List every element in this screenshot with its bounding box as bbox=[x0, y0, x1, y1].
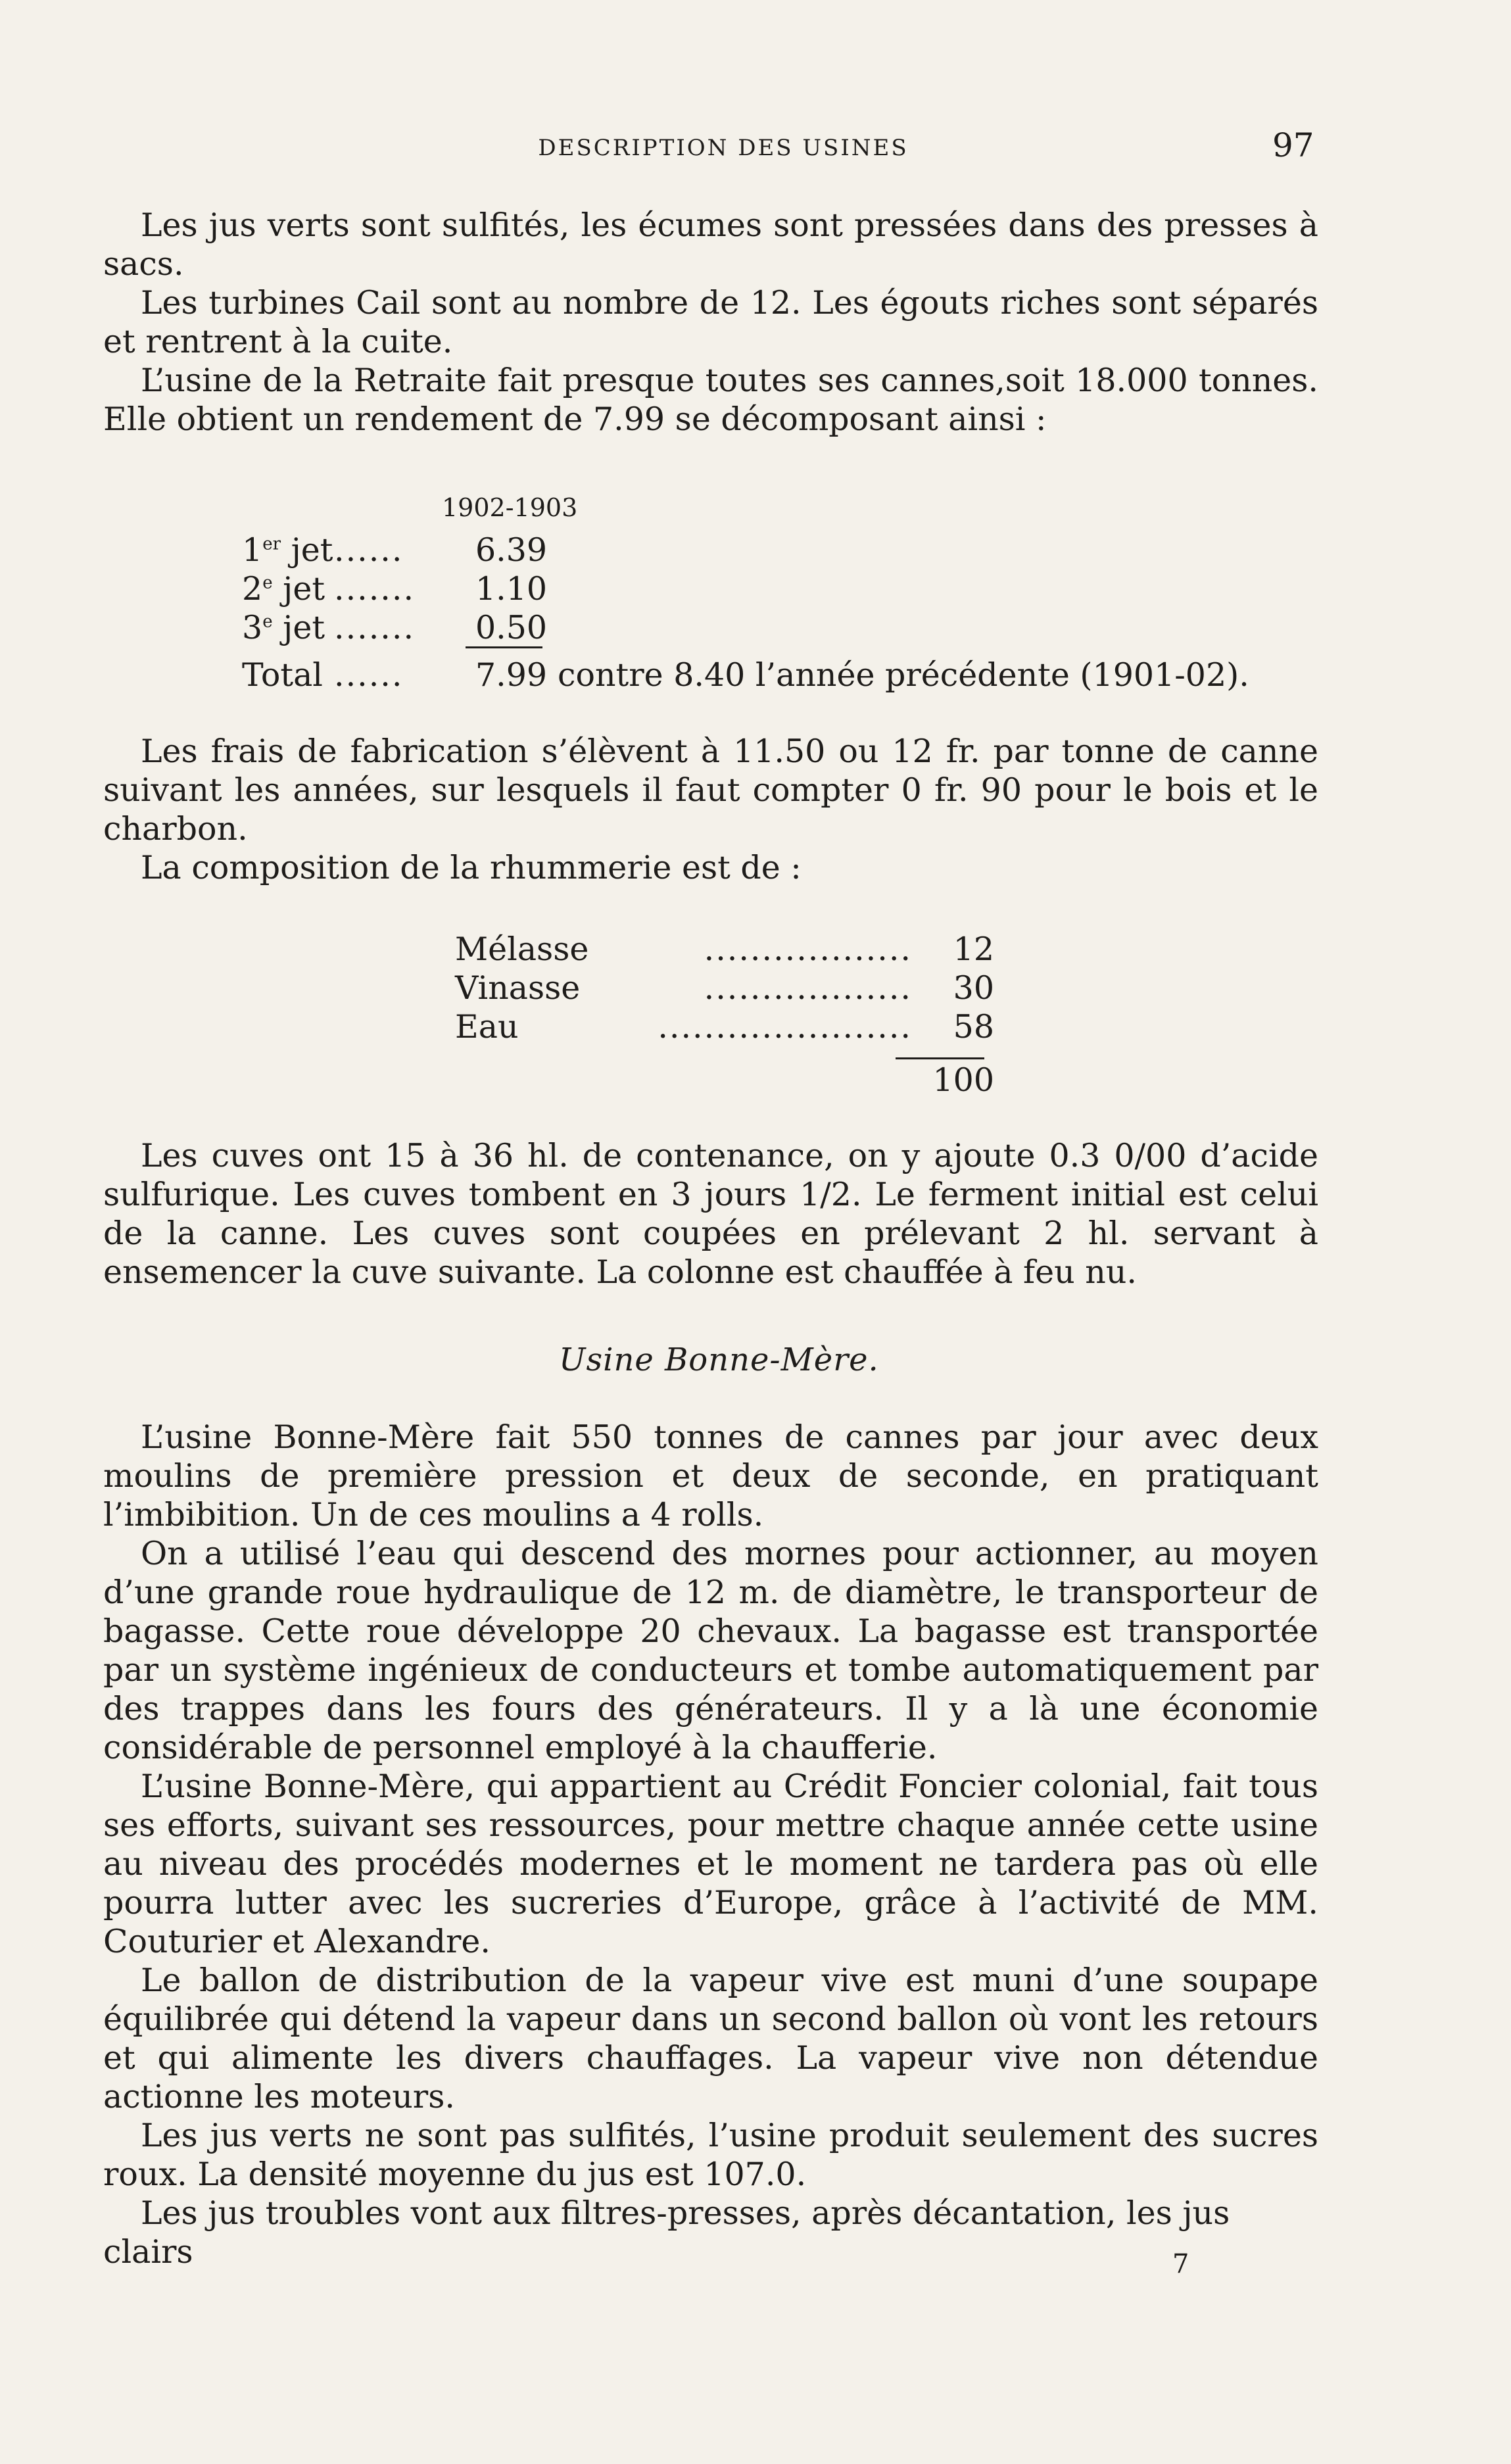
running-head: DESCRIPTION DES USINES bbox=[538, 135, 909, 161]
composition-label: Eau bbox=[455, 1008, 519, 1046]
composition-total: 100 bbox=[932, 1061, 994, 1099]
sum-rule bbox=[896, 1057, 984, 1059]
composition-value: 12 bbox=[953, 930, 994, 968]
yield-row-label: 3e jet bbox=[242, 609, 325, 646]
yield-total-label: Total bbox=[242, 656, 323, 694]
leader-dots: ....... bbox=[334, 570, 416, 608]
section-title: Usine Bonne-Mère. bbox=[559, 1341, 879, 1378]
paragraph: Les frais de fabrication s’élèvent à 11.50 ou 12 fr. par tonne de canne suivant les années, sur lesquels il faut compter 0 fr. 90 pour le bois et le charbon. bbox=[103, 733, 1318, 848]
yield-row-label: 1er jet bbox=[242, 531, 333, 569]
composition-label: Vinasse bbox=[455, 969, 581, 1007]
composition-row bbox=[455, 1008, 994, 1047]
yield-total-value: 7.99 bbox=[475, 656, 548, 694]
page-number: 97 bbox=[1272, 126, 1314, 164]
leader-dots: ...................... bbox=[658, 1008, 912, 1046]
yield-row-value: 0.50 bbox=[475, 609, 548, 646]
paragraph: L’usine de la Retraite fait presque toutes ses cannes,soit 18.000 tonnes. Elle obtient un rendement de 7.99 se décomposant ainsi : bbox=[103, 362, 1318, 438]
composition-value: 58 bbox=[953, 1008, 994, 1046]
composition-row bbox=[455, 930, 994, 969]
composition-label: Mélasse bbox=[455, 930, 589, 968]
leader-dots: .................. bbox=[704, 930, 912, 968]
yield-row bbox=[242, 531, 1294, 570]
composition-value: 30 bbox=[953, 969, 994, 1007]
yield-row-value: 1.10 bbox=[475, 570, 548, 608]
sum-rule bbox=[466, 646, 542, 648]
paragraph: La composition de la rhummerie est de : bbox=[141, 849, 802, 886]
signature-mark: 7 bbox=[1172, 2249, 1189, 2279]
paragraph: Le ballon de distribution de la vapeur vive est muni d’une soupape équilibrée qui détend la vapeur dans un second ballon où vont les retours et qui alimente les divers chauffages. La vapeur vive non détendue actionne les moteurs. bbox=[103, 1962, 1318, 2115]
paragraph: Les cuves ont 15 à 36 hl. de contenance, on y ajoute 0.3 0/00 d’acide sulfurique. Les cuves tombent en 3 jours 1/2. Le ferment initial est celui de la canne. Les cuves sont coupées en prélevant 2 hl. servant à ensemencer la cuve suivante. La colonne est chauffée à feu nu. bbox=[103, 1137, 1318, 1291]
paragraph: L’usine Bonne-Mère fait 550 tonnes de cannes par jour avec deux moulins de première pression et deux de seconde, en pratiquant l’imbibition. Un de ces moulins a 4 rolls. bbox=[103, 1418, 1318, 1534]
leader-dots: .................. bbox=[704, 969, 912, 1007]
leader-dots: ....... bbox=[334, 609, 416, 646]
yield-row bbox=[242, 609, 1294, 648]
yield-table-year: 1902-1903 bbox=[442, 493, 578, 522]
paragraph: Les jus verts sont sulfités, les écumes sont pressées dans des presses à sacs. bbox=[103, 206, 1318, 283]
paragraph: L’usine Bonne-Mère, qui appartient au Crédit Foncier colonial, fait tous ses efforts, suivant ses ressources, pour mettre chaque année cette usine au niveau des procédés modernes et le moment ne tardera pas où elle pourra lutter avec les sucreries d’Europe, grâce à l’activité de MM. Couturier et Alexandre. bbox=[103, 1768, 1318, 1960]
yield-total-note: contre 8.40 l’année précédente (1901-02). bbox=[558, 656, 1249, 694]
yield-row-value: 6.39 bbox=[475, 531, 548, 569]
leader-dots: ...... bbox=[334, 531, 404, 569]
yield-row-label: 2e jet bbox=[242, 570, 325, 608]
yield-total-row bbox=[242, 656, 1294, 695]
paragraph: Les jus troubles vont aux filtres-presses, après décantation, les jus clairs bbox=[103, 2194, 1230, 2271]
leader-dots: ...... bbox=[334, 656, 404, 694]
composition-total-row bbox=[455, 1061, 994, 1100]
yield-row bbox=[242, 570, 1294, 609]
paragraph: Les turbines Cail sont au nombre de 12. Les égouts riches sont séparés et rentrent à la cuite. bbox=[103, 284, 1318, 360]
paragraph: Les jus verts ne sont pas sulfités, l’usine produit seulement des sucres roux. La densité moyenne du jus est 107.0. bbox=[103, 2117, 1318, 2193]
paragraph: On a utilisé l’eau qui descend des mornes pour actionner, au moyen d’une grande roue hydraulique de 12 m. de diamètre, le transporteur de bagasse. Cette roue développe 20 chevaux. La bagasse est transportée par un système ingénieux de conducteurs et tombe automatiquement par des trappes dans les fours des générateurs. Il y a là une économie considérable de personnel employé à la chaufferie. bbox=[103, 1535, 1318, 1766]
composition-row bbox=[455, 969, 994, 1008]
